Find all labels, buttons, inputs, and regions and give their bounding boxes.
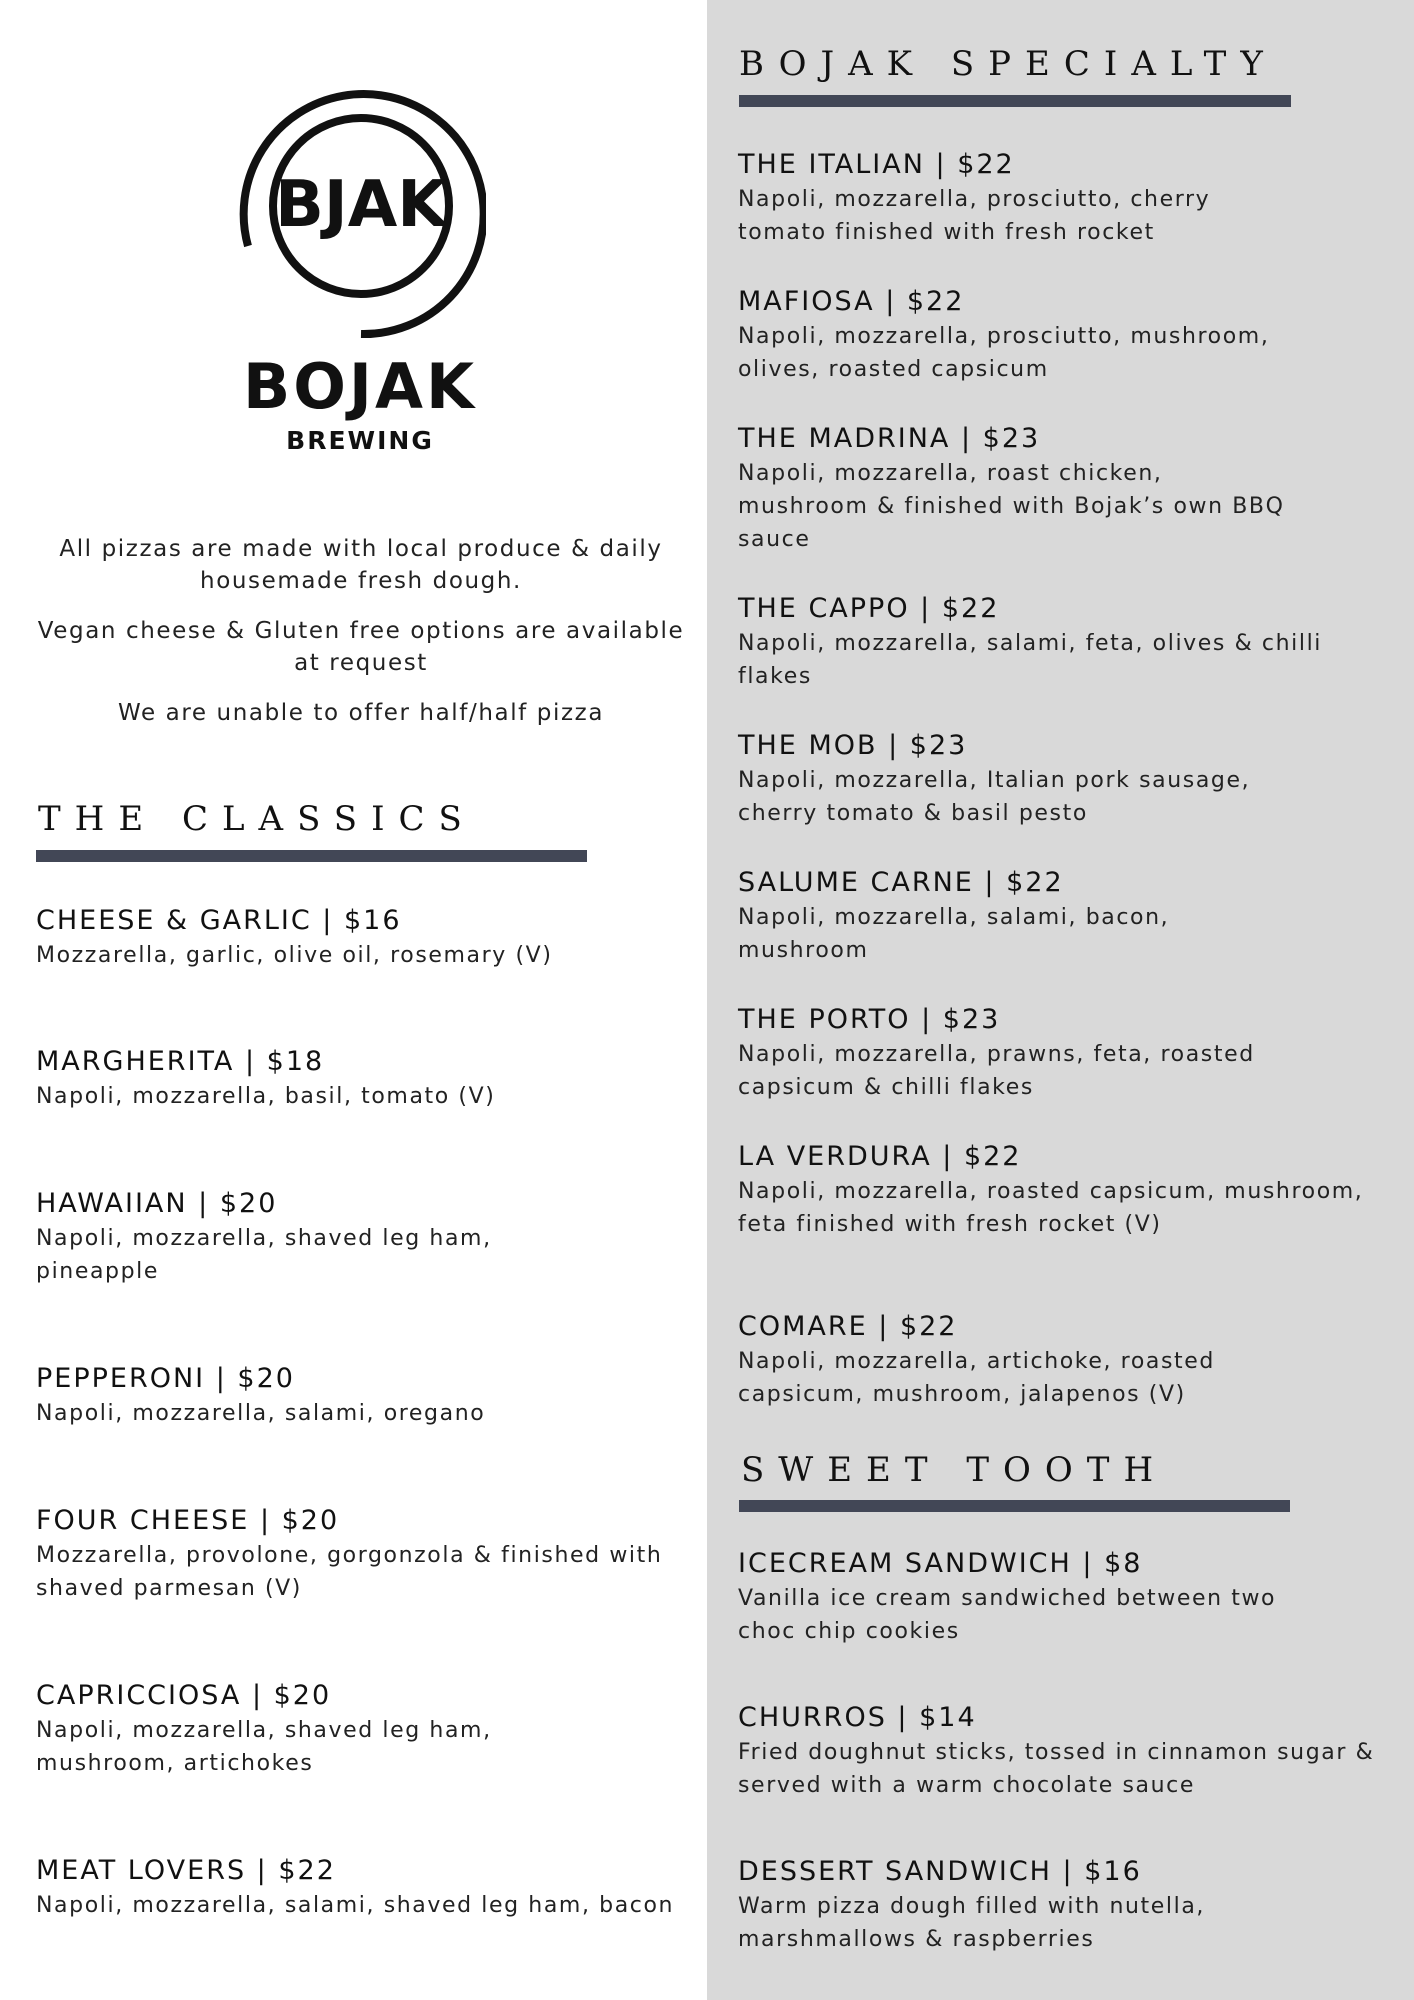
menu-item (36, 1363, 676, 1430)
specialty-title: BOJAK SPECIALTY (739, 44, 1277, 84)
menu-item (738, 1004, 1338, 1104)
bojak-logo-icon (236, 86, 486, 351)
item-description: Napoli, mozzarella, prosciutto, mushroom, olives, roasted capsicum (738, 324, 1270, 382)
note-vegan-options: Vegan cheese & Gluten free options are available at request (37, 618, 685, 676)
item-description: Fried doughnut sticks, tossed in cinnamon sugar & served with a warm chocolate sauce (738, 1740, 1375, 1798)
menu-item (738, 149, 1298, 249)
item-name: CHURROS | $14 (738, 1702, 977, 1733)
item-name: THE CAPPO | $22 (738, 593, 1000, 624)
item-description: Napoli, mozzarella, roast chicken, mushroom & finished with Bojak’s own BBQ sauce (738, 461, 1285, 552)
menu-item (738, 730, 1338, 830)
item-name: CAPRICCIOSA | $20 (36, 1680, 332, 1711)
specialty-divider (739, 95, 1291, 107)
menu-item (36, 1505, 696, 1605)
brand-subtitle: BREWING (286, 426, 434, 455)
item-name: MAFIOSA | $22 (738, 286, 965, 317)
menu-item (36, 1855, 676, 1922)
item-description: Napoli, mozzarella, shaved leg ham, mushroom, artichokes (36, 1718, 492, 1776)
menu-item (738, 423, 1298, 556)
sweet-title: SWEET TOOTH (741, 1450, 1168, 1490)
item-name: FOUR CHEESE | $20 (36, 1505, 340, 1536)
item-description: Napoli, mozzarella, salami, bacon, mushroom (738, 905, 1170, 963)
item-description: Napoli, mozzarella, salami, oregano (36, 1401, 486, 1426)
menu-item (738, 867, 1258, 967)
menu-item (738, 593, 1338, 693)
item-name: CHEESE & GARLIC | $16 (36, 905, 402, 936)
brand-name: BOJAK (242, 350, 478, 423)
item-name: THE ITALIAN | $22 (738, 149, 1015, 180)
item-name: THE PORTO | $23 (738, 1004, 1001, 1035)
note-half-half: We are unable to offer half/half pizza (117, 700, 605, 726)
item-name: MARGHERITA | $18 (36, 1046, 325, 1077)
item-name: THE MADRINA | $23 (738, 423, 1041, 454)
menu-item (738, 1548, 1338, 1648)
item-name: SALUME CARNE | $22 (738, 867, 1064, 898)
item-description: Napoli, mozzarella, prosciutto, cherry tomato finished with fresh rocket (738, 187, 1211, 245)
note-local-produce: All pizzas are made with local produce & daily housemade fresh dough. (59, 536, 663, 594)
item-name: ICECREAM SANDWICH | $8 (738, 1548, 1143, 1579)
item-description: Warm pizza dough filled with nutella, marshmallows & raspberries (738, 1894, 1206, 1952)
menu-item (36, 1188, 556, 1288)
item-description: Napoli, mozzarella, artichoke, roasted capsicum, mushroom, jalapenos (V) (738, 1349, 1215, 1407)
svg-text:BJAK: BJAK (275, 168, 447, 242)
item-name: MEAT LOVERS | $22 (36, 1855, 336, 1886)
menu-item (738, 1856, 1338, 1956)
item-description: Napoli, mozzarella, basil, tomato (V) (36, 1084, 496, 1109)
item-name: THE MOB | $23 (738, 730, 968, 761)
item-description: Napoli, mozzarella, shaved leg ham, pineapple (36, 1226, 492, 1284)
item-description: Napoli, mozzarella, salami, feta, olives & chilli flakes (738, 631, 1323, 689)
item-name: LA VERDURA | $22 (738, 1141, 1022, 1172)
menu-item (738, 1311, 1338, 1411)
item-name: COMARE | $22 (738, 1311, 958, 1342)
item-name: PEPPERONI | $20 (36, 1363, 295, 1394)
item-description: Mozzarella, provolone, gorgonzola & finished with shaved parmesan (V) (36, 1543, 663, 1601)
item-description: Mozzarella, garlic, olive oil, rosemary (V) (36, 943, 553, 968)
item-name: HAWAIIAN | $20 (36, 1188, 278, 1219)
item-description: Vanilla ice cream sandwiched between two choc chip cookies (738, 1586, 1277, 1644)
sweet-divider (739, 1500, 1290, 1512)
item-description: Napoli, mozzarella, salami, shaved leg ham, bacon (36, 1893, 675, 1918)
item-description: Napoli, mozzarella, roasted capsicum, mushroom, feta finished with fresh rocket (V) (738, 1179, 1364, 1237)
menu-item (36, 1680, 556, 1780)
item-description: Napoli, mozzarella, Italian pork sausage, cherry tomato & basil pesto (738, 768, 1251, 826)
classics-title: THE CLASSICS (38, 799, 476, 839)
menu-item (36, 1046, 676, 1113)
menu-item (36, 905, 676, 972)
menu-item (738, 1141, 1368, 1241)
menu-item (738, 286, 1338, 386)
item-description: Napoli, mozzarella, prawns, feta, roasted capsicum & chilli flakes (738, 1042, 1255, 1100)
item-name: DESSERT SANDWICH | $16 (738, 1856, 1142, 1887)
classics-divider (36, 850, 587, 862)
menu-item (738, 1702, 1398, 1802)
